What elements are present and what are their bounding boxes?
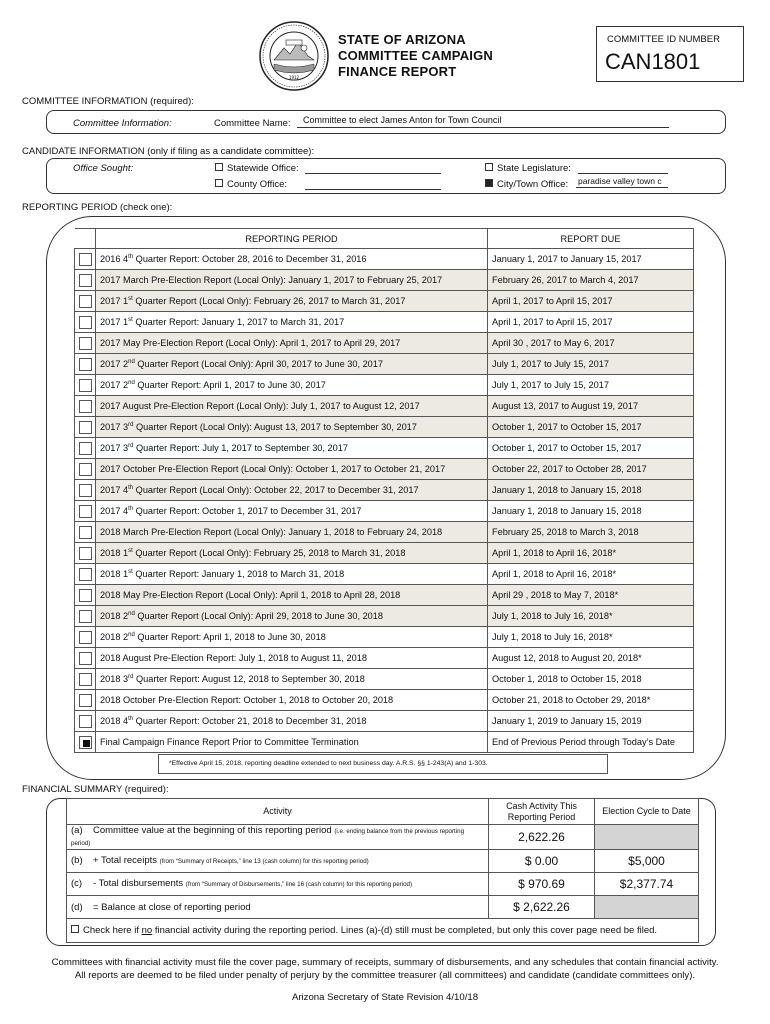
period-checkbox[interactable] [79,673,92,686]
period-row [75,627,694,648]
period-row [75,522,694,543]
period-text: 2018 4th Quarter Report: October 21, 2018 to December 31, 2018 [96,711,488,732]
statewide-label: Statewide Office: [227,163,299,174]
period-text: 2017 3rd Quarter Report: July 1, 2017 to September 30, 2017 [96,438,488,459]
period-checkbox[interactable] [79,631,92,644]
revision-note: Arizona Secretary of State Revision 4/10/18 [291,992,479,1003]
committee-name-label: Committee Name: [214,118,291,129]
county-field[interactable] [305,177,441,190]
period-checkbox-cell [75,606,96,627]
financial-row [67,825,699,850]
city-town-checkbox[interactable] [485,179,493,187]
period-due: January 1, 2018 to January 15, 2018 [488,480,694,501]
period-due: End of Previous Period through Today’s Date [488,732,694,753]
committee-info-box [46,110,726,134]
cycle-column-header: Election Cycle to Date [595,799,699,825]
period-row [75,270,694,291]
svg-text:1912: 1912 [288,75,300,80]
period-due: January 1, 2019 to January 15, 2019 [488,711,694,732]
period-checkbox[interactable] [79,547,92,560]
period-row [75,501,694,522]
period-row [75,480,694,501]
period-checkbox[interactable] [79,358,92,371]
form-title: STATE OF ARIZONA COMMITTEE CAMPAIGN FINANCE REPORT [338,32,494,79]
reporting-period-heading: REPORTING PERIOD (check one): [22,202,173,213]
period-checkbox[interactable] [79,400,92,413]
period-row [75,291,694,312]
city-town-label: City/Town Office: [497,179,569,190]
committee-name-value: Committee to elect James Anton for Town Council [303,115,502,125]
period-checkbox-cell [75,564,96,585]
period-due: April 1, 2018 to April 16, 2018* [488,564,694,585]
state-legislature-checkbox[interactable] [485,163,493,171]
period-checkbox-cell [75,438,96,459]
state-legislature-label: State Legislature: [497,163,571,174]
financial-activity: (d) = Balance at close of reporting period [67,896,489,919]
period-row [75,585,694,606]
period-checkbox[interactable] [79,337,92,350]
no-activity-checkbox[interactable] [71,925,79,933]
period-checkbox[interactable] [79,253,92,266]
period-due: February 26, 2017 to March 4, 2017 [488,270,694,291]
no-activity-row: Check here if no financial activity during the reporting period. Lines (a)-(d) still must be completed, but only this cover page need be filed. [67,919,699,943]
period-due: July 1, 2017 to July 15, 2017 [488,375,694,396]
period-row [75,690,694,711]
period-text: 2017 4th Quarter Report: October 1, 2017 to December 31, 2017 [96,501,488,522]
candidate-info-heading: CANDIDATE INFORMATION (only if filing as a candidate committee): [22,146,315,157]
period-row [75,606,694,627]
cycle-amount[interactable]: $2,377.74 [595,873,699,896]
period-row [75,417,694,438]
committee-id-box [596,26,744,82]
period-row [75,354,694,375]
period-checkbox[interactable] [79,484,92,497]
city-town-field[interactable] [576,175,668,188]
period-checkbox[interactable] [79,442,92,455]
period-checkbox-cell [75,543,96,564]
period-row [75,711,694,732]
period-row [75,375,694,396]
financial-summary-heading: FINANCIAL SUMMARY (required): [22,784,169,795]
due-column-header: REPORT DUE [488,229,694,249]
period-text: 2017 August Pre-Election Report (Local Only): July 1, 2017 to August 12, 2017 [96,396,488,417]
period-due: October 1, 2018 to October 15, 2018 [488,669,694,690]
committee-id-label: COMMITTEE ID NUMBER [607,34,720,45]
period-due: February 25, 2018 to March 3, 2018 [488,522,694,543]
period-checkbox-cell [75,396,96,417]
period-checkbox[interactable] [79,505,92,518]
period-checkbox[interactable] [79,421,92,434]
period-checkbox-cell [75,333,96,354]
financial-row [67,850,699,873]
period-checkbox[interactable] [79,694,92,707]
period-checkbox-cell [75,690,96,711]
period-due: July 1, 2017 to July 15, 2017 [488,354,694,375]
period-checkbox-cell [75,501,96,522]
period-text: 2018 October Pre-Election Report: October 1, 2018 to October 20, 2018 [96,690,488,711]
period-checkbox-cell [75,627,96,648]
period-row [75,669,694,690]
period-checkbox[interactable] [79,652,92,665]
period-due: April 1, 2018 to April 16, 2018* [488,543,694,564]
candidate-info-box [46,158,726,194]
period-due: October 22, 2017 to October 28, 2017 [488,459,694,480]
office-sought-label: Office Sought: [73,163,134,174]
period-row [75,438,694,459]
financial-activity: (b) + Total receipts (from “Summary of Receipts,” line 13 (cash column) for this reporting period) [67,850,489,873]
period-text: 2017 October Pre-Election Report (Local Only): October 1, 2017 to October 21, 2017 [96,459,488,480]
period-checkbox-cell [75,522,96,543]
period-row [75,732,694,753]
period-due: July 1, 2018 to July 16, 2018* [488,606,694,627]
period-row [75,564,694,585]
period-checkbox-cell [75,312,96,333]
period-checkbox[interactable] [79,274,92,287]
period-checkbox-cell [75,291,96,312]
period-checkbox[interactable] [79,526,92,539]
period-row [75,249,694,270]
committee-name-field[interactable] [297,115,669,128]
financial-summary-table [66,798,699,943]
period-due: July 1, 2018 to July 16, 2018* [488,627,694,648]
period-checkbox[interactable] [79,715,92,728]
period-due: April 1, 2017 to April 15, 2017 [488,291,694,312]
cash-column-header: Cash Activity This Reporting Period [489,799,595,825]
period-checkbox[interactable] [79,568,92,581]
period-text: 2018 3rd Quarter Report: August 12, 2018 to September 30, 2018 [96,669,488,690]
period-due: April 29 , 2018 to May 7, 2018* [488,585,694,606]
statewide-checkbox[interactable] [215,163,223,171]
period-due: April 30 , 2017 to May 6, 2017 [488,333,694,354]
period-row [75,396,694,417]
activity-column-header: Activity [67,799,489,825]
period-text: 2018 2nd Quarter Report (Local Only): April 29, 2018 to June 30, 2018 [96,606,488,627]
period-text: 2017 2nd Quarter Report: April 1, 2017 to June 30, 2017 [96,375,488,396]
period-checkbox[interactable] [79,463,92,476]
period-checkbox[interactable] [79,316,92,329]
period-text: 2017 May Pre-Election Report (Local Only): April 1, 2017 to April 29, 2017 [96,333,488,354]
period-checkbox-cell [75,480,96,501]
period-due: October 21, 2018 to October 29, 2018* [488,690,694,711]
period-due: January 1, 2018 to January 15, 2018 [488,501,694,522]
filing-instructions: Committees with financial activity must file the cover page, summary of receipts, summary of disbursements, and any schedules that contain financial activity. All reports are deemed to be filed under penalty of perjury by the committee treasurer (all committees) and candidate (candidate committees only). [51,957,719,981]
period-row [75,312,694,333]
county-checkbox[interactable] [215,179,223,187]
deadline-footnote: *Effective April 15, 2018, reporting deadline extended to next business day. A.R.S. §§ 1-243(A) and 1-303. [158,754,608,774]
committee-info-heading: COMMITTEE INFORMATION (required): [22,96,194,107]
cycle-amount[interactable]: $5,000 [595,850,699,873]
period-checkbox-cell [75,585,96,606]
cash-amount[interactable]: 2,622.26 [489,825,595,850]
period-text: 2018 August Pre-Election Report: July 1, 2018 to August 11, 2018 [96,648,488,669]
period-due: January 1, 2017 to January 15, 2017 [488,249,694,270]
period-due: October 1, 2017 to October 15, 2017 [488,417,694,438]
city-town-value: paradise valley town c [578,176,662,186]
period-row [75,648,694,669]
period-row [75,459,694,480]
statewide-field[interactable] [305,161,441,174]
period-text: 2018 May Pre-Election Report (Local Only): April 1, 2018 to April 28, 2018 [96,585,488,606]
cash-amount[interactable]: $ 0.00 [489,850,595,873]
period-text: 2016 4th Quarter Report: October 28, 2016 to December 31, 2016 [96,249,488,270]
period-checkbox-cell [75,648,96,669]
period-checkbox-cell [75,459,96,480]
period-checkbox-cell [75,375,96,396]
state-seal-logo [258,20,330,92]
period-text: 2017 1st Quarter Report: January 1, 2017 to March 31, 2017 [96,312,488,333]
period-row [75,333,694,354]
period-checkbox[interactable] [79,610,92,623]
cash-amount[interactable]: $ 970.69 [489,873,595,896]
period-due: October 1, 2017 to October 15, 2017 [488,438,694,459]
period-row [75,543,694,564]
cash-amount[interactable]: $ 2,622.26 [489,896,595,919]
period-text: 2018 2nd Quarter Report: April 1, 2018 to June 30, 2018 [96,627,488,648]
period-text: 2017 2nd Quarter Report (Local Only): April 30, 2017 to June 30, 2017 [96,354,488,375]
financial-activity: (a) Committee value at the beginning of this reporting period (i.e. ending balance from the previous reporting period) [67,825,489,850]
period-text: 2017 1st Quarter Report (Local Only): February 26, 2017 to March 31, 2017 [96,291,488,312]
reporting-period-table [74,228,694,753]
period-checkbox[interactable] [79,379,92,392]
period-checkbox-cell [75,354,96,375]
period-text: 2017 March Pre-Election Report (Local Only): January 1, 2017 to February 25, 2017 [96,270,488,291]
period-checkbox-cell [75,249,96,270]
state-legislature-field[interactable] [578,161,668,174]
cycle-amount [595,896,699,919]
period-due: August 13, 2017 to August 19, 2017 [488,396,694,417]
period-checkbox-cell [75,732,96,753]
period-text: 2018 March Pre-Election Report (Local Only): January 1, 2018 to February 24, 2018 [96,522,488,543]
period-text: 2017 4th Quarter Report (Local Only): October 22, 2017 to December 31, 2017 [96,480,488,501]
period-text: 2017 3rd Quarter Report (Local Only): August 13, 2017 to September 30, 2017 [96,417,488,438]
period-checkbox[interactable] [79,295,92,308]
period-checkbox-cell [75,711,96,732]
period-checkbox[interactable] [79,589,92,602]
committee-id-value[interactable]: CAN1801 [605,49,701,74]
financial-row [67,873,699,896]
period-text: 2018 1st Quarter Report (Local Only): February 25, 2018 to March 31, 2018 [96,543,488,564]
cycle-amount [595,825,699,850]
period-text: Final Campaign Finance Report Prior to Committee Termination [96,732,488,753]
period-checkbox-cell [75,270,96,291]
financial-activity: (c) - Total disbursements (from “Summary of Disbursements,” line 16 (cash column) for this reporting period) [67,873,489,896]
committee-info-label: Committee Information: [73,118,172,129]
period-column-header: REPORTING PERIOD [96,229,488,249]
period-checkbox-cell [75,669,96,690]
period-checkbox-cell [75,417,96,438]
period-text: 2018 1st Quarter Report: January 1, 2018 to March 31, 2018 [96,564,488,585]
period-due: August 12, 2018 to August 20, 2018* [488,648,694,669]
county-label: County Office: [227,179,288,190]
period-checkbox[interactable] [79,736,92,749]
period-due: April 1, 2017 to April 15, 2017 [488,312,694,333]
financial-row [67,896,699,919]
